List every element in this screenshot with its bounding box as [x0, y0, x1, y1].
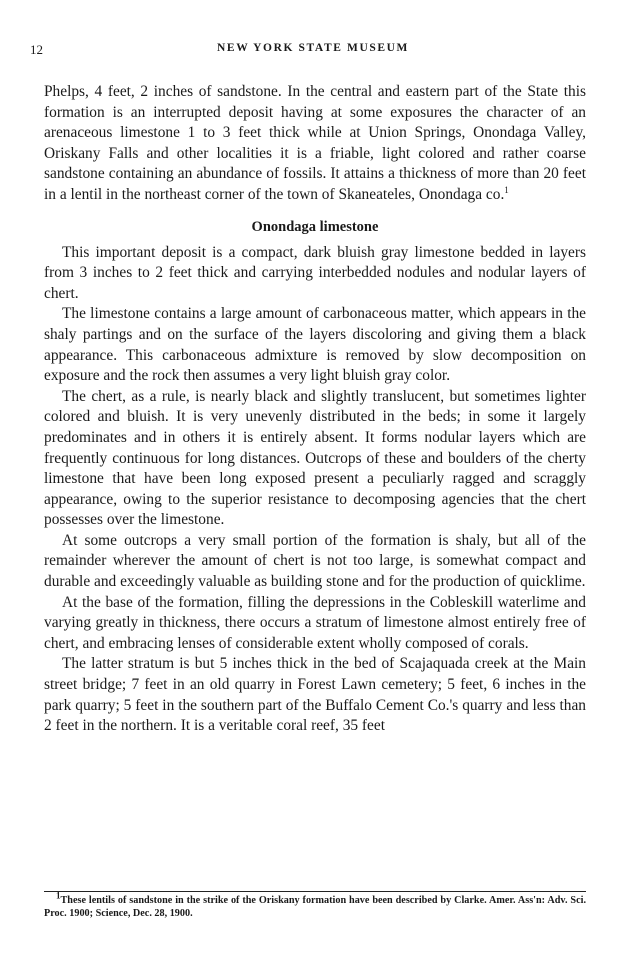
body-text [44, 82, 586, 737]
footnote-reference: 1 [504, 184, 509, 195]
paragraph: The chert, as a rule, is nearly black and slightly translucent, but sometimes lighter colored and bluish. It is very unevenly distributed in the beds; in some it largely predominates and in others it is entirely absent. It forms nodular layers which are frequently continuous for long distances. Outcrops of these and boulders of the cherty limestone that have been long exposed present a peculiarly ragged and scraggly appearance, owing to the superior resistance to decomposing agencies that the chert possesses over the limestone. [44, 387, 586, 529]
paragraph: At some outcrops a very small portion of the formation is shaly, but all of the remainder wherever the amount of chert is not too large, is somewhat compact and durable and exceedingly valuable as building stone and for the production of quicklime. [44, 531, 586, 591]
paragraph-oriskany-continued: Phelps, 4 feet, 2 inches of sandstone. In the central and eastern part of the State this formation is an interrupted deposit having at some exposures the character of an arenaceous limestone 1 to 3 feet thick while at Union Springs, Onondaga Valley, Oriskany Falls and other localities it is a friable, light colored and rather coarse sandstone containing an abundance of fossils. It attains a thickness of more than 20 feet in a lentil in the northeast corner of the town of Skaneateles, Onondaga co.$^1$ [44, 83, 586, 203]
paragraph: The limestone contains a large amount of carbonaceous matter, which appears in the shaly partings and on the surface of the layers discoloring and giving them a black appearance. This carbonaceous admixture is removed by slow decomposition on exposure and the rock then assumes a very light bluish gray color. [44, 305, 586, 385]
footnote-text: These lentils of sandstone in the strike of the Oriskany formation have been described by Clarke. Amer. Ass'n: Adv. Sci. Proc. 1900; Science, Dec. 28, 1900. [44, 895, 586, 919]
paragraph: At the base of the formation, filling the depressions in the Cobleskill waterlime and varying greatly in thickness, there occurs a stratum of limestone almost entirely free of chert, and embracing lenses of considerable extent wholly composed of corals. [44, 593, 586, 652]
section-title: Onondaga limestone [251, 218, 379, 235]
running-head: NEW YORK STATE MUSEUM [217, 42, 409, 54]
paragraph: The latter stratum is but 5 inches thick in the bed of Scajaquada creek at the Main street bridge; 7 feet in an old quarry in Forest Lawn cemetery; 5 feet, 6 inches in the park quarry; 5 feet in the southern part of the Buffalo Cement Co.'s quarry and less than 2 feet in the northern. It is a veritable coral reef, 35 feet [44, 655, 586, 735]
footnote-divider [44, 891, 586, 892]
footnote-marker: 1 [56, 890, 61, 901]
page-number: 12 [30, 42, 43, 57]
page-header [30, 42, 596, 62]
paragraph: This important deposit is a compact, dark bluish gray limestone bedded in layers from 3 inches to 2 feet thick and carrying interbedded nodules and nodular layers of chert. [44, 243, 586, 302]
footnote [44, 890, 586, 920]
